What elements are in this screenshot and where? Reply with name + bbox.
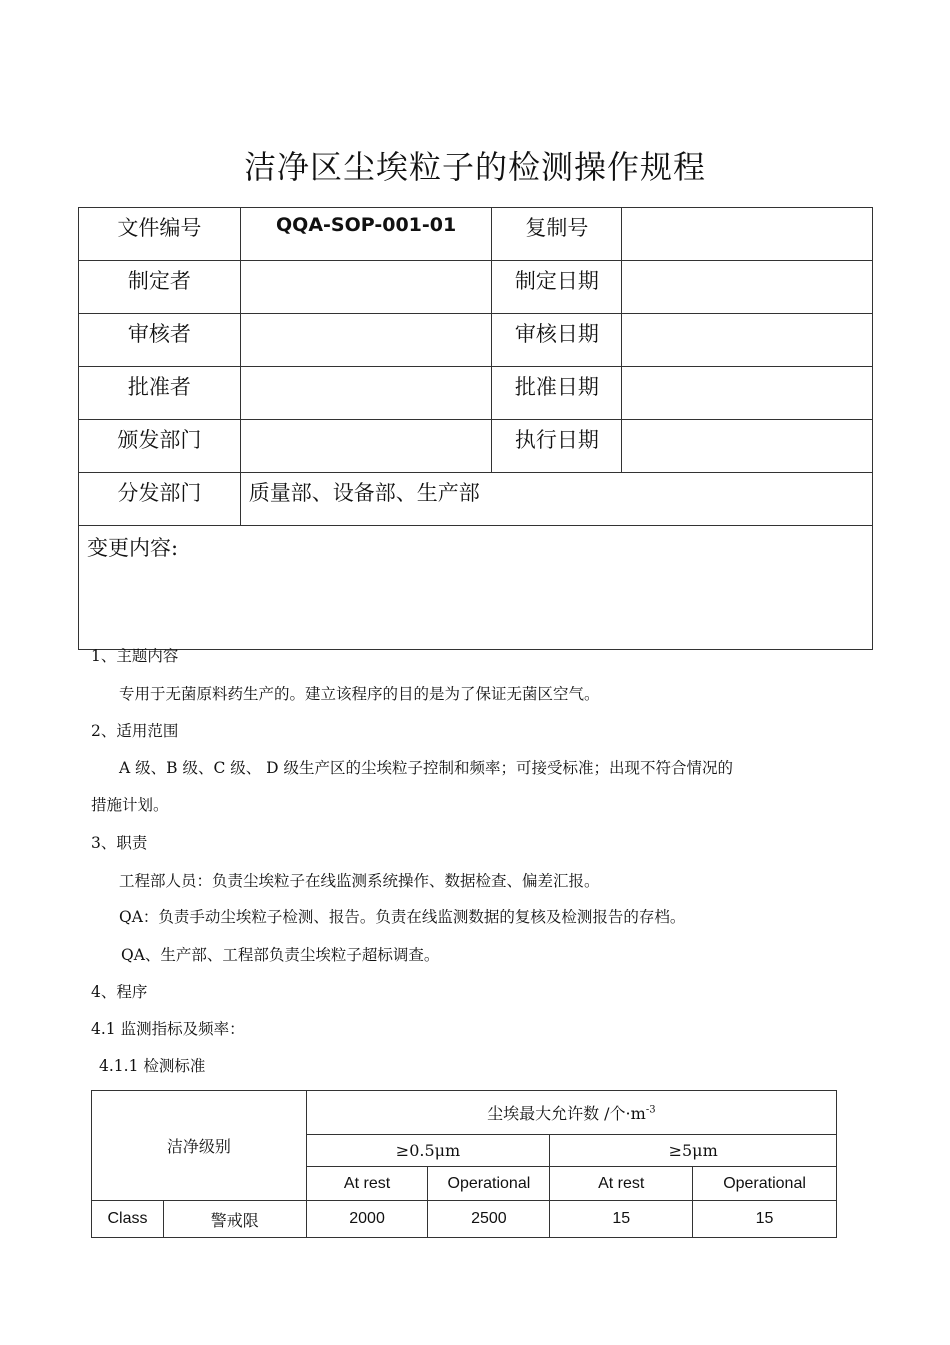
distribution-value: 质量部、设备部、生产部 (240, 473, 872, 526)
section-4-1-heading: 4.1 监测指标及频率： (91, 1020, 245, 1038)
section-1-heading: 1、主题内容 (91, 647, 179, 665)
max-count-header-text: 尘埃最大允许数 /个·m (487, 1104, 646, 1123)
section-2-text-line-2: 措施计划。 (91, 796, 169, 814)
max-count-header (306, 1091, 836, 1135)
value-cell: 15 (550, 1201, 693, 1238)
section-4-heading: 4、程序 (91, 983, 148, 1001)
doc-no-value: QQA-SOP-001-01 (240, 208, 492, 261)
operational-header-1: Operational (428, 1167, 550, 1201)
review-date-label: 审核日期 (492, 314, 622, 367)
info-row-approver (79, 367, 873, 420)
table-row (92, 1201, 837, 1238)
section-3-line-3: QA、生产部、工程部负责尘埃粒子超标调查。 (121, 946, 440, 964)
copy-no-value (622, 208, 873, 261)
info-row-issuing-dept (79, 420, 873, 473)
author-label: 制定者 (79, 261, 241, 314)
value-cell: 2000 (306, 1201, 428, 1238)
section-1-text: 专用于无菌原料药生产的。建立该程序的目的是为了保证无菌区空气。 (119, 685, 600, 703)
max-count-header-exponent: -3 (645, 1104, 656, 1116)
approver-label: 批准者 (79, 367, 241, 420)
reviewer-label: 审核者 (79, 314, 241, 367)
section-2-heading: 2、适用范围 (91, 722, 179, 740)
at-rest-header-2: At rest (550, 1167, 693, 1201)
size-small-header: ≥0.5μm (306, 1135, 550, 1167)
issuing-dept-value (240, 420, 492, 473)
section-3-heading: 3、职责 (91, 834, 148, 852)
effective-date-label: 执行日期 (492, 420, 622, 473)
class-header: 洁净级别 (92, 1091, 307, 1201)
change-content-label: 变更内容: (79, 526, 873, 650)
review-date-value (622, 314, 873, 367)
section-3-line-1: 工程部人员：负责尘埃粒子在线监测系统操作、数据检查、偏差汇报。 (119, 872, 600, 890)
section-4-1-1-heading: 4.1.1 检测标准 (99, 1057, 206, 1075)
author-date-label: 制定日期 (492, 261, 622, 314)
approver-value (240, 367, 492, 420)
copy-no-label: 复制号 (492, 208, 622, 261)
particle-standard-table (91, 1090, 837, 1238)
distribution-label: 分发部门 (79, 473, 241, 526)
author-date-value (622, 261, 873, 314)
issuing-dept-label: 颁发部门 (79, 420, 241, 473)
page-title: 洁净区尘埃粒子的检测操作规程 (243, 148, 706, 186)
info-row-change (79, 526, 873, 650)
section-2-text-line-1: A 级、B 级、C 级、 D 级生产区的尘埃粒子控制和频率；可接受标准；出现不符合情况的 (119, 759, 734, 777)
section-3-line-2: QA：负责手动尘埃粒子检测、报告。负责在线监测数据的复核及检测报告的存档。 (119, 908, 686, 926)
document-info-table (78, 207, 873, 650)
std-header-row-1 (92, 1091, 837, 1135)
value-cell: 2500 (428, 1201, 550, 1238)
doc-no-label: 文件编号 (79, 208, 241, 261)
author-value (240, 261, 492, 314)
value-cell: 15 (693, 1201, 837, 1238)
reviewer-value (240, 314, 492, 367)
info-row-doc-no (79, 208, 873, 261)
approve-date-label: 批准日期 (492, 367, 622, 420)
info-row-distribution (79, 473, 873, 526)
info-row-author (79, 261, 873, 314)
class-cell: Class (92, 1201, 164, 1238)
effective-date-value (622, 420, 873, 473)
limit-type-cell: 警戒限 (163, 1201, 306, 1238)
operational-header-2: Operational (693, 1167, 837, 1201)
approve-date-value (622, 367, 873, 420)
info-row-reviewer (79, 314, 873, 367)
size-large-header: ≥5μm (550, 1135, 837, 1167)
at-rest-header-1: At rest (306, 1167, 428, 1201)
